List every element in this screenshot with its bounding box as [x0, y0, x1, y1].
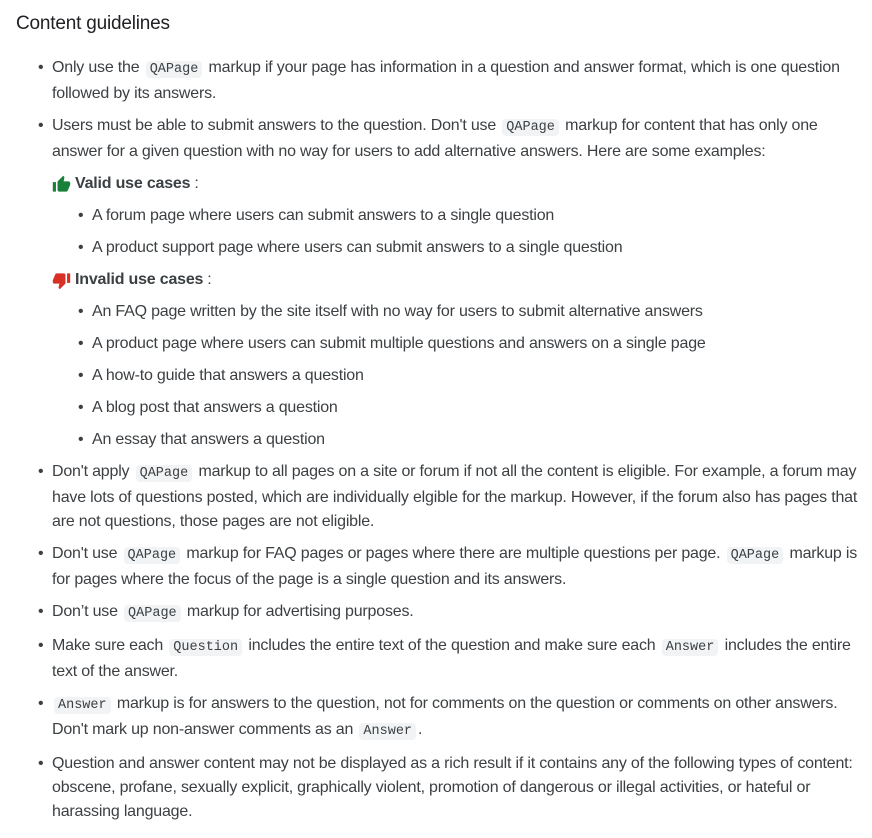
inline-code: Question — [169, 639, 242, 656]
guideline-text: • Don’t use QAPage markup for advertising purposes. — [52, 603, 414, 621]
invalid-use-cases-label: Invalid use cases : — [52, 268, 866, 292]
guideline-item — [52, 752, 866, 824]
guideline-item — [52, 542, 866, 592]
guideline-item — [52, 692, 866, 744]
guideline-text: • Answer markup is for answers to the question, not for comments on the question or comments on other answers. Don't mark up non-answer comments as an Answer . — [52, 695, 838, 739]
guideline-item — [52, 634, 866, 684]
guideline-item — [52, 56, 866, 106]
use-case-item: • An FAQ page written by the site itself with no way for users to submit alternative answers — [92, 300, 866, 324]
use-case-item: • A blog post that answers a question — [92, 396, 866, 420]
use-case-list — [52, 300, 866, 452]
guideline-text: • Don't apply QAPage markup to all pages on a site or forum if not all the content is eligible. For example, a forum may have lots of questions posted, which are individually elgible for the markup. However, if the forum also has pages that are not questions, those pages are not eligible. — [52, 463, 858, 530]
inline-code: QAPage — [502, 119, 559, 136]
inline-code: QAPage — [136, 465, 193, 482]
inline-code: QAPage — [124, 605, 181, 622]
guideline-text: • Make sure each Question includes the entire text of the question and make sure each Answer includes the entire text of the answer. — [52, 637, 851, 680]
use-case-item: • A product support page where users can submit answers to a single question — [92, 236, 866, 260]
inline-code: Answer — [359, 723, 416, 740]
thumb-up-icon — [52, 175, 71, 194]
page-title: Content guidelines — [16, 13, 170, 34]
guideline-item — [52, 460, 866, 534]
guideline-text: • Only use the QAPage markup if your page has information in a question and answer format, which is one question followed by its answers. — [52, 59, 840, 102]
guideline-item — [52, 114, 866, 452]
invalid-use-cases-block — [52, 268, 866, 452]
use-case-heading: Valid use cases — [75, 175, 191, 192]
guideline-text: • Question and answer content may not be displayed as a rich result if it contains any of the following types of content: obscene, profane, sexually explicit, graphically violent, promotion of dangerous or illegal activities, or hateful or harassing language. — [52, 755, 853, 820]
valid-use-cases-label: Valid use cases : — [52, 172, 866, 196]
use-case-item: • A product page where users can submit multiple questions and answers on a single page — [92, 332, 866, 356]
guideline-text: • Users must be able to submit answers to the question. Don't use QAPage markup for content that has only one answer for a given question with no way for users to add alternative answers. Here are some examples: — [52, 117, 818, 160]
use-case-item: • An essay that answers a question — [92, 428, 866, 452]
guidelines-list — [16, 56, 866, 824]
use-case-item: • A how-to guide that answers a question — [92, 364, 866, 388]
inline-code: QAPage — [727, 547, 784, 564]
guideline-text: • Don't use QAPage markup for FAQ pages or pages where there are multiple questions per page. QAPage markup is for pages where the focus of the page is a single question and its answers. — [52, 545, 858, 588]
guideline-item — [52, 600, 866, 626]
inline-code: Answer — [662, 639, 719, 656]
valid-use-cases-block — [52, 172, 866, 260]
inline-code: QAPage — [146, 61, 203, 78]
inline-code: QAPage — [124, 547, 181, 564]
use-case-list — [52, 204, 866, 260]
use-case-heading: Invalid use cases — [75, 271, 204, 288]
inline-code: Answer — [54, 697, 111, 714]
thumb-down-icon — [52, 271, 71, 290]
use-case-item: • A forum page where users can submit answers to a single question — [92, 204, 866, 228]
